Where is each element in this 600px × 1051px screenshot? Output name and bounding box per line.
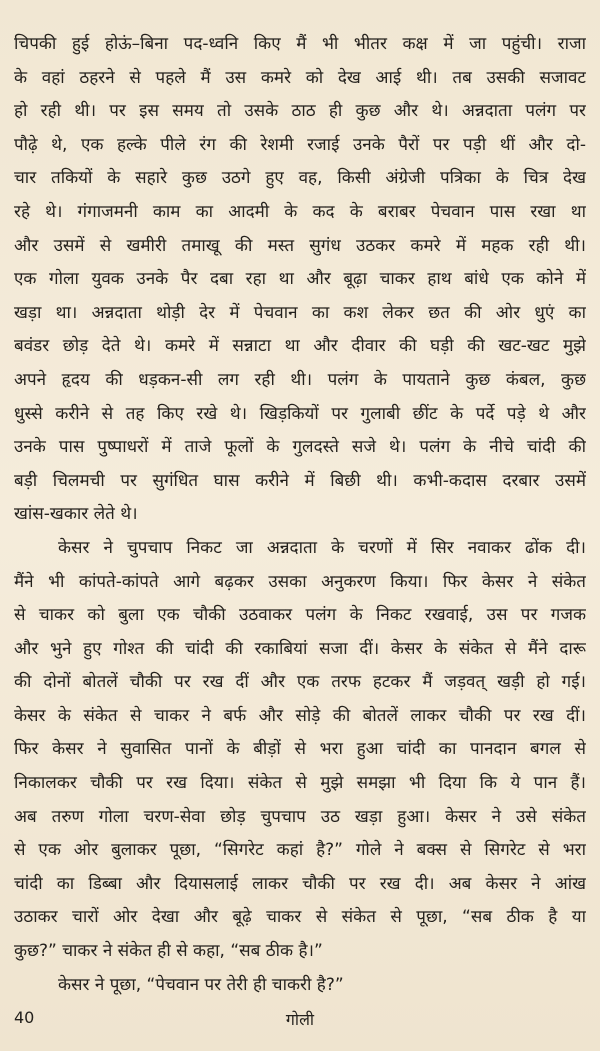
text-line: खांस-खकार लेते थे। [14, 504, 138, 525]
page-footer [0, 1008, 600, 1032]
text-line: बवंडर छोड़ देते थे। कमरे में सन्नाटा था और दीवार की घड़ी की खट-खट मुझे [14, 336, 586, 357]
body-text [14, 28, 586, 1002]
text-line: केसर ने चुपचाप निकट जा अन्नदाता के चरणों में सिर नवाकर ढोंक दी। [58, 537, 586, 558]
text-line: केसर के संकेत से चाकर ने बर्फ और सोड़े की बोतलें लाकर चौकी पर रख दीं। [14, 705, 586, 726]
text-line: से एक ओर बुलाकर पूछा, “सिगरेट कहां है?” गोले ने बक्स से सिगरेट से भरा [14, 840, 586, 861]
text-line: कुछ?” चाकर ने संकेत ही से कहा, “सब ठीक है।” [14, 941, 323, 962]
text-line: चार तकियों के सहारे कुछ उठगे हुए वह, किसी अंग्रेजी पत्रिका के चित्र देख [14, 168, 586, 189]
text-line: चिपकी हुई होऊं–बिना पद-ध्वनि किए मैं भी भीतर कक्ष में जा पहुंची। राजा [14, 34, 586, 54]
text-line: उठाकर चारों ओर देखा और बूढ़े चाकर से संकेत से पूछा, “सब ठीक है या [14, 907, 586, 928]
text-line: निकालकर चौकी पर रख दिया। संकेत से मुझे समझा भी दिया कि ये पान हैं। [14, 773, 586, 794]
text-line: हो रही थी। पर इस समय तो उसके ठाठ ही कुछ और थे। अन्नदाता पलंग पर [14, 101, 586, 122]
text-line: की दोनों बोतलें चौकी पर रख दीं और एक तरफ हटकर मैं जड़वत् खड़ी हो गई। [14, 672, 586, 693]
text-line: खड़ा था। अन्नदाता थोड़ी देर में पेचवान का कश लेकर छत की ओर धुएं का [14, 302, 586, 323]
text-line: उनके पास पुष्पाधरों में ताजे फूलों के गुलदस्ते सजे थे। पलंग के नीचे चांदी की [14, 437, 586, 458]
text-line: बड़ी चिलमची पर सुगंधित घास करीने में बिछी थी। कभी-कदास दरबार उसमें [14, 470, 586, 491]
paragraph [14, 28, 586, 532]
text-line: मैंने भी कांपते-कांपते आगे बढ़कर उसका अनुकरण किया। फिर केसर ने संकेत [14, 571, 586, 592]
text-line: चांदी का डिब्बा और दियासलाई लाकर चौकी पर रख दी। अब केसर ने आंख [14, 873, 586, 894]
text-line: से चाकर को बुला एक चौकी उठवाकर पलंग के निकट रखवाई, उस पर गजक [14, 605, 586, 626]
text-line: अपने हृदय की धड़कन-सी लग रही थी। पलंग के पायताने कुछ कंबल, कुछ [14, 369, 586, 390]
text-line: के वहां ठहरने से पहले मैं उस कमरे को देख आई थी। तब उसकी सजावट [14, 67, 586, 88]
running-title: गोली [285, 1010, 315, 1029]
paragraph [14, 532, 586, 969]
text-line: पौढ़े थे, एक हल्के पीले रंग की रेशमी रजाई उनके पैरों पर पड़ी थीं और दो- [14, 134, 586, 155]
text-line: रहे थे। गंगाजमनी काम का आदमी के कद के बराबर पेचवान पास रखा था [14, 201, 586, 222]
text-line: धुस्से करीने से तह किए रखे थे। खिड़कियों पर गुलाबी छींट के पर्दे पड़े थे और [14, 403, 586, 424]
text-line: अब तरुण गोला चरण-सेवा छोड़ चुपचाप उठ खड़ा हुआ। केसर ने उसे संकेत [14, 806, 586, 827]
page-number: 40 [14, 1008, 35, 1027]
paragraph [14, 969, 586, 1003]
text-line: और उसमें से खमीरी तमाखू की मस्त सुगंध उठकर कमरे में महक रही थी। [14, 235, 586, 256]
text-line: और भुने हुए गोश्त की चांदी की रकाबियां सजा दीं। केसर के संकेत से मैंने दारू [14, 638, 586, 659]
text-line: केसर ने पूछा, “पेचवान पर तेरी ही चाकरी है?” [58, 974, 344, 995]
text-line: फिर केसर ने सुवासित पानों के बीड़ों से भरा हुआ चांदी का पानदान बगल से [14, 739, 586, 760]
text-line: एक गोला युवक उनके पैर दबा रहा था और बूढ़ा चाकर हाथ बांधे एक कोने में [14, 269, 586, 290]
